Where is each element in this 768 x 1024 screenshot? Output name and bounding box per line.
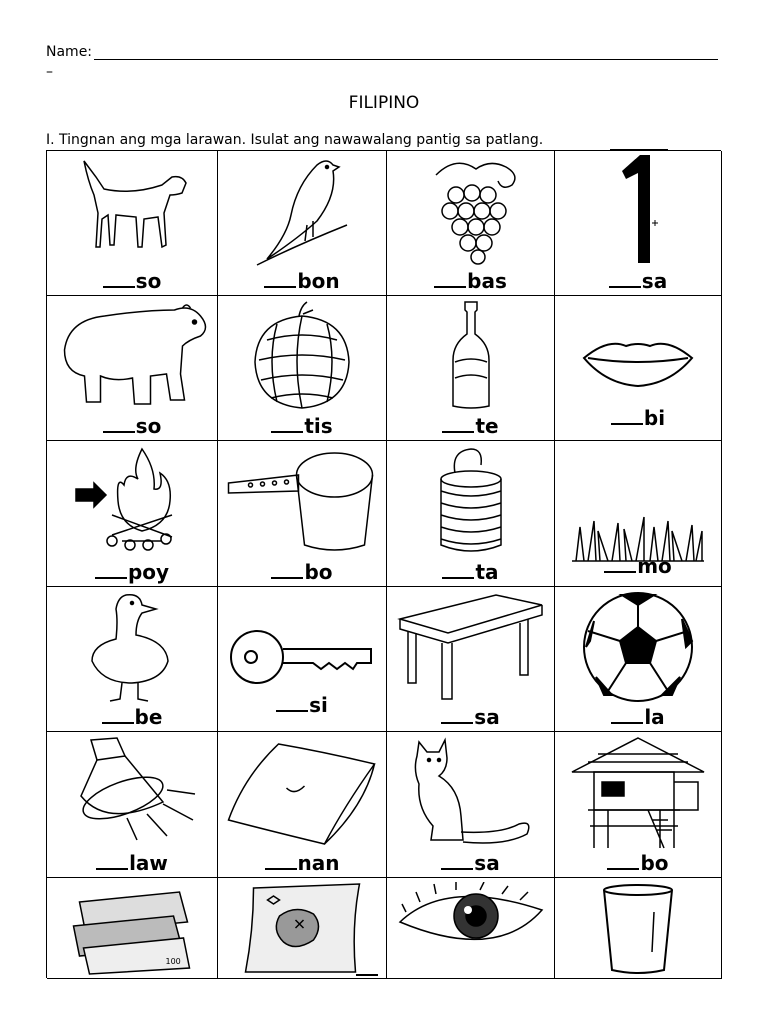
answer-blank[interactable]	[441, 704, 473, 724]
answer-blank[interactable]	[441, 850, 473, 870]
glass-icon	[598, 882, 678, 976]
answer-blank[interactable]	[607, 850, 639, 870]
syllable-label: sa	[387, 850, 554, 875]
syllable-label: ta	[387, 559, 554, 584]
name-underline[interactable]	[94, 45, 718, 60]
syllable-label: bo	[555, 850, 721, 875]
syllable-label: sa	[555, 268, 721, 293]
stray-dash: –	[46, 64, 53, 80]
grid-cell-hut[interactable]	[555, 732, 722, 878]
grid-cell-eye[interactable]	[387, 878, 555, 979]
answer-blank[interactable]	[611, 704, 643, 724]
answer-blank[interactable]	[271, 413, 303, 433]
grid-cell-cat[interactable]	[387, 732, 555, 878]
answer-blank[interactable]	[95, 559, 127, 579]
answer-blank[interactable]	[611, 405, 643, 425]
answer-blank[interactable]	[609, 268, 641, 288]
name-label: Name:	[46, 44, 93, 60]
eye-icon	[396, 882, 546, 962]
grid-cell-bear[interactable]	[47, 296, 218, 441]
hut-icon	[568, 736, 708, 850]
syllable-label: nan	[218, 850, 386, 875]
grapes-icon	[416, 155, 526, 267]
grid-cell-grapes[interactable]	[387, 151, 555, 296]
grid-cell-dog[interactable]	[47, 151, 218, 296]
grid-cell-atis[interactable]	[218, 296, 387, 441]
grid-cell-one[interactable]	[555, 151, 722, 296]
answer-blank[interactable]	[264, 268, 296, 288]
page-title: FILIPINO	[348, 93, 420, 113]
can-icon	[431, 445, 511, 557]
number-one-icon	[608, 155, 668, 267]
name-field[interactable]	[46, 44, 718, 60]
syllable-label: poy	[47, 559, 217, 584]
lips-icon	[578, 300, 698, 400]
instruction-text: I. Tingnan ang mga larawan. Isulat ang nawawalang pantig sa patlang.	[46, 132, 544, 148]
answer-blank[interactable]	[271, 559, 303, 579]
grid-cell-pillow[interactable]	[218, 732, 387, 878]
answer-blank[interactable]	[265, 850, 297, 870]
syllable-label: be	[47, 704, 217, 729]
grid-cell-fire[interactable]	[47, 441, 218, 587]
answer-blank[interactable]	[604, 553, 636, 573]
lamp-icon	[67, 736, 197, 848]
duck-icon	[82, 591, 182, 706]
dog-icon	[72, 155, 192, 265]
ball-icon	[582, 591, 694, 703]
picture-grid	[46, 150, 721, 978]
answer-blank[interactable]	[442, 413, 474, 433]
answer-blank[interactable]	[103, 268, 135, 288]
answer-blank[interactable]	[96, 850, 128, 870]
bottle-icon	[441, 300, 501, 412]
syllable-label: bi	[555, 405, 721, 430]
cat-icon	[401, 736, 541, 848]
bear-icon	[55, 300, 210, 410]
grid-cell-map[interactable]	[218, 878, 387, 979]
dipper-icon	[225, 445, 380, 557]
grid-cell-table[interactable]	[387, 587, 555, 732]
grid-cell-lips[interactable]	[555, 296, 722, 441]
syllable-label: bas	[387, 268, 554, 293]
fire-icon	[72, 445, 192, 557]
answer-blank[interactable]	[102, 704, 134, 724]
atis-fruit-icon	[247, 300, 357, 412]
syllable-label: bo	[218, 559, 386, 584]
syllable-label: tis	[218, 413, 386, 438]
grid-cell-bird[interactable]	[218, 151, 387, 296]
answer-blank[interactable]	[356, 974, 378, 976]
answer-blank[interactable]	[434, 268, 466, 288]
map-icon	[240, 882, 365, 976]
grid-cell-bottle[interactable]	[387, 296, 555, 441]
money-icon	[70, 882, 195, 976]
bird-icon	[247, 155, 357, 270]
grid-cell-dipper[interactable]	[218, 441, 387, 587]
syllable-label: law	[47, 850, 217, 875]
syllable-label: so	[47, 413, 217, 438]
grid-cell-ball[interactable]	[555, 587, 722, 732]
grid-cell-can[interactable]	[387, 441, 555, 587]
grid-cell-grass[interactable]	[555, 441, 722, 587]
svg-text:100: 100	[165, 957, 181, 966]
syllable-label: si	[218, 692, 386, 717]
grid-cell-money[interactable]	[47, 878, 218, 979]
grid-cell-key[interactable]	[218, 587, 387, 732]
syllable-label: bon	[218, 268, 386, 293]
answer-blank[interactable]	[103, 413, 135, 433]
pillow-icon	[225, 736, 380, 848]
grid-cell-glass[interactable]	[555, 878, 722, 979]
syllable-label: sa	[387, 704, 554, 729]
answer-blank[interactable]	[442, 559, 474, 579]
answer-blank[interactable]	[276, 692, 308, 712]
syllable-label: la	[555, 704, 721, 729]
table-icon	[396, 591, 546, 703]
syllable-label: te	[387, 413, 554, 438]
grid-cell-lamp[interactable]	[47, 732, 218, 878]
syllable-label: mo	[555, 553, 721, 578]
grid-cell-duck[interactable]	[47, 587, 218, 732]
syllable-label: so	[47, 268, 217, 293]
